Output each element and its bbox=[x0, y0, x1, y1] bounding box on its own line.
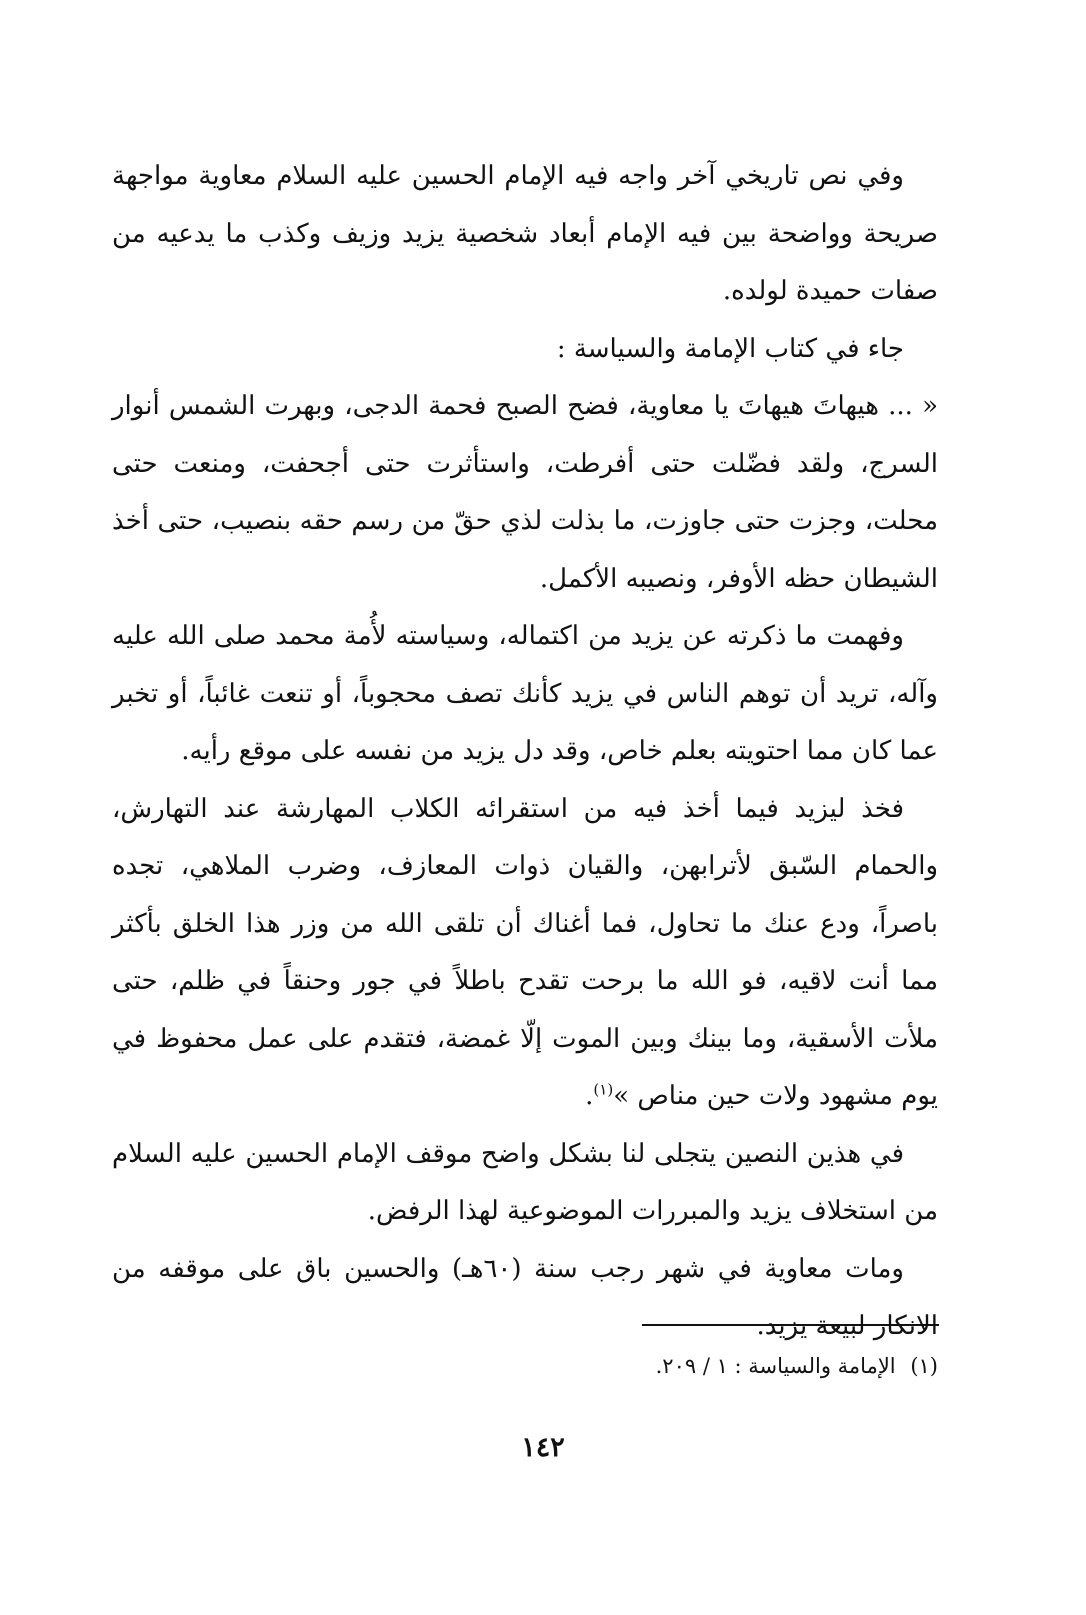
page-number: ١٤٢ bbox=[521, 1432, 565, 1463]
paragraph-intro: وفي نص تاريخي آخر واجه فيه الإمام الحسين عليه السلام معاوية مواجهة صريحة وواضحة بين فيه الإمام أبعاد شخصية يزيد وزيف وكذب ما يدعيه من صفات حميدة لولده. bbox=[112, 161, 938, 306]
footnote-number: (١) bbox=[910, 1354, 938, 1378]
footnote-reference[interactable]: (١) bbox=[593, 1080, 614, 1099]
paragraph-quote-yazid: وفهمت ما ذكرته عن يزيد من اكتماله، وسياسته لأُمة محمد صلى الله عليه وآله، تريد أن توهم الناس في يزيد كأنك تصف محجوباً، أو تنعت غائباً، أو تخبر عما كان مما احتويته بعلم خاص، وقد دل يزيد من نفسه على موقع رأيه. bbox=[112, 621, 938, 766]
footnote-text: الإمامة والسياسة : ١ / ٢٠٩. bbox=[655, 1354, 896, 1378]
main-text bbox=[112, 148, 938, 1356]
paragraph-analysis: في هذين النصين يتجلى لنا بشكل واضح موقف الإمام الحسين عليه السلام من استخلاف يزيد والمبررات الموضوعية لهذا الرفض. bbox=[112, 1138, 938, 1226]
paragraph-source-heading: جاء في كتاب الإمامة والسياسة : bbox=[556, 333, 904, 364]
footnote bbox=[112, 1348, 938, 1384]
footnote-divider bbox=[642, 1324, 939, 1326]
paragraph-quote-closing: فخذ ليزيد فيما أخذ فيه من استقرائه الكلاب المهارشة عند التهارش، والحمام السّبق لأترابهن، والقيان ذوات المعازف، وضرب الملاهي، تجده باصراً، ودع عنك ما تحاول، فما أغناك أن تلقى الله من وزر هذا الخلق بأكثر مما أنت لاقيه، فو الله ما برحت تقدح باطلاً في جور وحنقاً في ظلم، حتى ملأت الأسقية، وما بينك وبين الموت إلّا غمضة، فتقدم على عمل محفوظ في يوم مشهود ولات حين مناص »$^{(١)}$. bbox=[112, 793, 938, 1111]
paragraph-quote-opening: « ... هيهاتَ هيهاتَ يا معاوية، فضح الصبح فحمة الدجى، وبهرت الشمس أنوار السرج، ولقد فضّلت حتى أفرطت، واستأثرت حتى أجحفت، ومنعت حتى محلت، وجزت حتى جاوزت، ما بذلت لذي حقّ من رسم حقه بنصيب، حتى أخذ الشيطان حظه الأوفر، ونصيبه الأكمل. bbox=[112, 391, 938, 594]
paragraph-muawiya-death: ومات معاوية في شهر رجب سنة (٦٠هـ) والحسين باق على موقفه من الانكار لبيعة يزيد. bbox=[112, 1253, 938, 1341]
paragraph-quote-closing-text: فخذ ليزيد فيما أخذ فيه من استقرائه الكلاب المهارشة عند التهارش، والحمام السّبق لأترابهن، والقيان ذوات المعازف، وضرب الملاهي، تجده باصراً، ودع عنك ما تحاول، فما أغناك أن تلقى الله من وزر هذا الخلق بأكثر مما أنت لاقيه، فو الله ما برحت تقدح باطلاً في جور وحنقاً في ظلم، حتى ملأت الأسقية، وما بينك وبين الموت إلّا غمضة، فتقدم على عمل محفوظ في يوم مشهود ولات حين مناص » bbox=[112, 793, 938, 1111]
